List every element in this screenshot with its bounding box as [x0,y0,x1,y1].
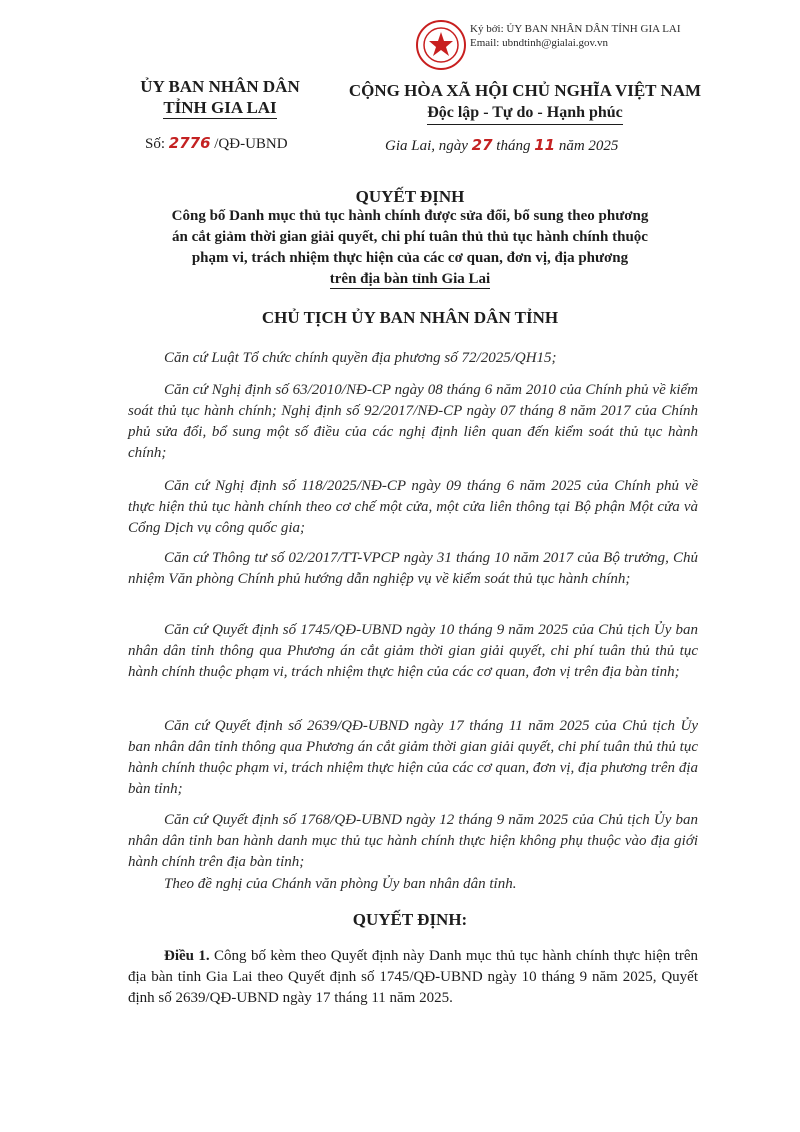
place-date [385,136,618,155]
document-number [145,134,288,153]
doc-no-handwritten: 2776 [168,134,211,152]
subject-line: Công bố Danh mục thủ tục hành chính được sửa đổi, bổ sung theo phương [171,208,649,224]
issuing-authority: CHỦ TỊCH ỦY BAN NHÂN DÂN TỈNH [261,308,559,327]
agency-line-2: TỈNH GIA LAI [163,98,277,117]
national-title [330,80,720,125]
article-1 [128,946,698,1009]
decision-heading: QUYẾT ĐỊNH: [352,910,468,929]
subject-line: trên địa bàn tỉnh Gia Lai [329,271,491,287]
digital-signature [470,22,681,50]
year-part: năm 2025 [555,138,619,154]
article-1-label: Điều 1. [164,948,210,964]
legal-basis: Căn cứ Nghị định số 63/2010/NĐ-CP ngày 08 tháng 6 năm 2010 của Chính phủ về kiểm soát thủ tục hành chính; Nghị định số 92/2017/NĐ-CP ngày 07 tháng 8 năm 2017 của Chính phủ sửa đổi, bổ sung một số điều của các nghị định liên quan đến kiểm soát thủ tục hành chính; [128,382,698,461]
place-prefix: Gia Lai, ngày [385,138,472,154]
legal-basis: Căn cứ Thông tư số 02/2017/TT-VPCP ngày 31 tháng 10 năm 2017 của Bộ trưởng, Chủ nhiệm Văn phòng Chính phủ hướng dẫn nghiệp vụ về kiểm soát thủ tục hành chính; [128,550,698,587]
legal-basis: Căn cứ Nghị định số 118/2025/NĐ-CP ngày 09 tháng 6 năm 2025 của Chính phủ về thực hiện thủ tục hành chính theo cơ chế một cửa, một cửa liên thông tại Bộ phận Một cửa và Cổng Dịch vụ công quốc gia; [128,478,698,536]
article-1-text: Công bố kèm theo Quyết định này Danh mục thủ tục hành chính thực hiện trên địa bàn tỉnh Gia Lai theo Quyết định số 1745/QĐ-UBND ngày 10 tháng 9 năm 2025, Quyết định số 2639/QĐ-UBND ngày 17 tháng 11 năm 2025. [128,948,699,1006]
nation-motto: Độc lập - Tự do - Hạnh phúc [427,102,623,125]
document-title: QUYẾT ĐỊNH [355,187,465,206]
signature-signed-by: Ký bởi: ỦY BAN NHÂN DÂN TỈNH GIA LAI [470,23,681,35]
subject-line: án cắt giảm thời gian giải quyết, chi phí tuân thủ thủ tục hành chính thuộc [172,229,648,245]
nation-line-1: CỘNG HÒA XÃ HỘI CHỦ NGHĨA VIỆT NAM [348,81,702,100]
official-seal-icon [416,20,466,70]
issuing-agency [130,76,310,118]
doc-no-prefix: Số: [145,136,169,152]
legal-basis: Căn cứ Luật Tổ chức chính quyền địa phương số 72/2025/QH15; [164,350,557,366]
legal-basis: Theo đề nghị của Chánh văn phòng Ủy ban nhân dân tỉnh. [164,876,517,892]
legal-basis: Căn cứ Quyết định số 1745/QĐ-UBND ngày 10 tháng 9 năm 2025 của Chủ tịch Ủy ban nhân dân tỉnh thông qua Phương án cắt giảm thời gian giải quyết, chi phí tuân thủ thủ tục hành chính thuộc phạm vi, trách nhiệm thực hiện của các cơ quan, đơn vị trên địa bàn tỉnh; [128,622,698,680]
agency-line-1: ỦY BAN NHÂN DÂN [140,77,300,96]
month-handwritten: 11 [534,136,556,154]
legal-basis: Căn cứ Quyết định số 2639/QĐ-UBND ngày 17 tháng 11 năm 2025 của Chủ tịch Ủy ban nhân dân tỉnh thông qua Phương án cắt giảm thời gian giải quyết, chi phí tuân thủ thủ tục hành chính thuộc phạm vi, trách nhiệm thực hiện của các cơ quan, đơn vị, địa phương trên địa bàn tỉnh; [128,718,698,797]
doc-no-suffix: /QĐ-UBND [210,136,288,152]
legal-basis: Căn cứ Quyết định số 1768/QĐ-UBND ngày 12 tháng 9 năm 2025 của Chủ tịch Ủy ban nhân dân tỉnh ban hành danh mục thủ tục hành chính thực hiện không phụ thuộc vào địa giới hành chính trên địa bàn tỉnh; [128,812,698,870]
month-prefix: tháng [492,138,535,154]
day-handwritten: 27 [471,136,493,154]
subject-line: phạm vi, trách nhiệm thực hiện của các cơ quan, đơn vị, địa phương [191,250,629,266]
document-subject [110,206,710,290]
signature-email: Email: ubndtinh@gialai.gov.vn [470,37,609,49]
